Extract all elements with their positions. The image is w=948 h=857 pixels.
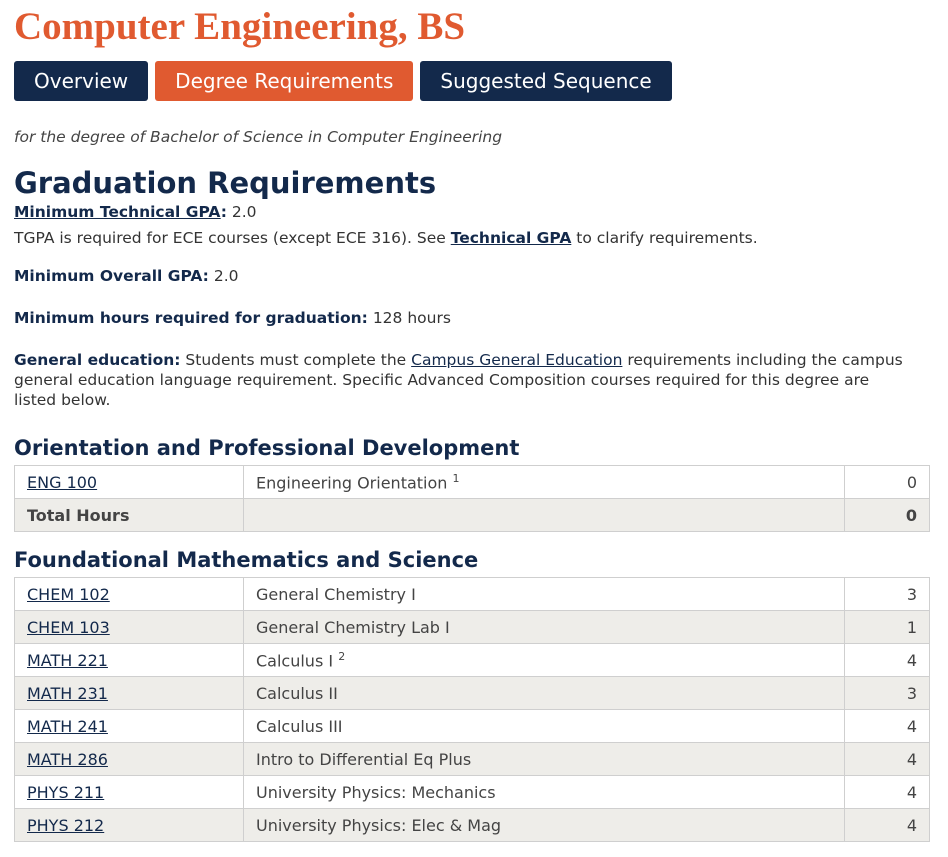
course-hours: 1 bbox=[845, 611, 930, 644]
course-name: Calculus III bbox=[244, 710, 845, 743]
foundational-table bbox=[14, 577, 930, 842]
technical-gpa-link[interactable]: Technical GPA bbox=[450, 229, 572, 247]
page-title: Computer Engineering, BS bbox=[14, 5, 466, 48]
course-name: General Chemistry I bbox=[244, 578, 845, 611]
tgpa-note-text: TGPA is required for ECE courses (except ECE 316). See bbox=[14, 229, 451, 247]
tgpa-note bbox=[14, 228, 934, 248]
course-hours: 4 bbox=[845, 710, 930, 743]
table-row bbox=[15, 809, 930, 842]
tgpa-link[interactable]: Minimum Technical GPA bbox=[14, 203, 221, 221]
gened-label: General education: bbox=[14, 351, 181, 369]
graduation-heading: Graduation Requirements bbox=[14, 166, 437, 200]
overall-gpa-label: Minimum Overall GPA: bbox=[14, 267, 209, 285]
course-hours: 0 bbox=[845, 466, 930, 499]
tab-overview[interactable]: Overview bbox=[14, 61, 148, 101]
tgpa-value: 2.0 bbox=[231, 203, 257, 221]
tab-degree-requirements[interactable]: Degree Requirements bbox=[155, 61, 413, 101]
table-row bbox=[15, 578, 930, 611]
hours-label: Minimum hours required for graduation: bbox=[14, 309, 368, 327]
table-row bbox=[15, 677, 930, 710]
course-hours: 4 bbox=[845, 809, 930, 842]
course-link[interactable]: CHEM 103 bbox=[27, 617, 110, 637]
gened-paragraph bbox=[14, 350, 914, 410]
course-link[interactable]: MATH 221 bbox=[27, 650, 108, 670]
tgpa-line: Minimum Technical GPA: 2.0 bbox=[14, 203, 257, 221]
table-row bbox=[15, 710, 930, 743]
total-value: 0 bbox=[845, 499, 930, 532]
course-name: General Chemistry Lab I bbox=[244, 611, 845, 644]
section-heading-orientation: Orientation and Professional Development bbox=[14, 436, 520, 460]
course-name: University Physics: Mechanics bbox=[244, 776, 845, 809]
course-hours: 4 bbox=[845, 644, 930, 677]
course-hours: 4 bbox=[845, 776, 930, 809]
course-name: Calculus II bbox=[244, 677, 845, 710]
table-row bbox=[15, 644, 930, 677]
course-hours: 4 bbox=[845, 743, 930, 776]
orientation-table bbox=[14, 465, 930, 532]
total-label: Total Hours bbox=[15, 499, 244, 532]
course-link[interactable]: MATH 231 bbox=[27, 683, 108, 703]
course-name: Intro to Differential Eq Plus bbox=[244, 743, 845, 776]
table-row bbox=[15, 776, 930, 809]
course-link[interactable]: PHYS 212 bbox=[27, 815, 105, 835]
table-row bbox=[15, 466, 930, 499]
section-heading-foundational: Foundational Mathematics and Science bbox=[14, 548, 479, 572]
course-link[interactable]: ENG 100 bbox=[27, 472, 98, 492]
course-name: University Physics: Elec & Mag bbox=[244, 809, 845, 842]
overall-gpa-line bbox=[14, 266, 934, 286]
overall-gpa-value: 2.0 bbox=[213, 267, 239, 285]
total-row bbox=[15, 499, 930, 532]
gened-text: Students must complete the bbox=[180, 351, 412, 369]
program-tabs bbox=[14, 61, 934, 101]
course-name: Calculus I $^2$ bbox=[244, 644, 845, 677]
course-link[interactable]: MATH 241 bbox=[27, 716, 108, 736]
course-hours: 3 bbox=[845, 578, 930, 611]
course-link[interactable]: PHYS 211 bbox=[27, 782, 105, 802]
hours-value: 128 hours bbox=[372, 309, 451, 327]
table-row bbox=[15, 743, 930, 776]
hours-line bbox=[14, 308, 934, 328]
campus-gened-link[interactable]: Campus General Education bbox=[411, 351, 623, 369]
degree-intro: for the degree of Bachelor of Science in Computer Engineering bbox=[14, 128, 503, 146]
course-hours: 3 bbox=[845, 677, 930, 710]
table-row bbox=[15, 611, 930, 644]
tgpa-note-end: to clarify requirements. bbox=[571, 229, 758, 247]
course-link[interactable]: MATH 286 bbox=[27, 749, 108, 769]
tab-suggested-sequence[interactable]: Suggested Sequence bbox=[420, 61, 671, 101]
course-name: Engineering Orientation $^1$ bbox=[244, 466, 845, 499]
gened-text-end: requirements including the campus general education language requirement. Specific Advanced Composition courses required for this degree are listed below. bbox=[14, 351, 903, 409]
course-link[interactable]: CHEM 102 bbox=[27, 584, 110, 604]
